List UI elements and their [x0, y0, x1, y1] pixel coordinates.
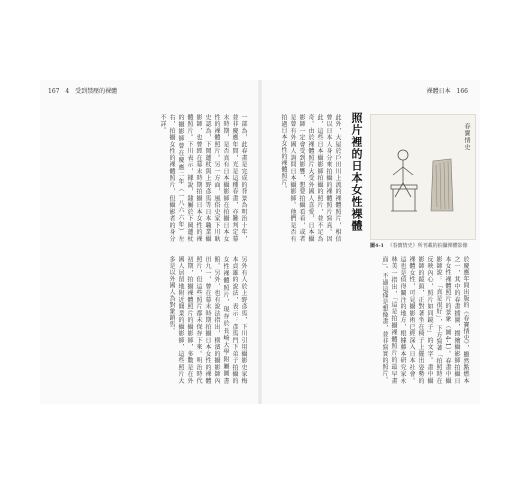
left-upper-body-text: 一部為，此春畫是完成的背景為明治十年，並非慶應年間，光是這種春畫，亦難判定幕末時期，是否真有日本攝影師在拍攝日本女性的裸體照片。另一方面，風俗史家下川耿史認為，下岡蓮杖與上野彥馬等日本職業攝影師，也曾經在幕末時期拍攝日本女性的裸體照片。下川表示，據說，隸屬於下岡蓮杖的攝影師曾在慶應二年（一八六六年）左右，拍攝女性的裸體照片，但攝影者的身分不詳。: [159, 114, 247, 242]
right-page-header: [427, 86, 472, 95]
left-lower-body-text: 另外有人於上野彥馬，下川引用攝影史家梅本貞雄的說法，表示：彥馬門下弟子拍攝的女性裸體照片，現存於長崎大學附屬圖書館。另外，也有說法指出，横濱的攝影師內田九一，曾在幕末時期拍攝日本女性的裸體照片，但這些照片都未保存下來。明治時代初期，拍攝裸體照片的攝影師，多數是在外國人居留地附近開業的攝影師，這些照片大多是以外國人為對象銷售。: [168, 256, 247, 384]
left-page: [40, 80, 260, 404]
left-running-title: 受到禁壓的裸體: [75, 88, 118, 95]
figure-4-1-illustration: [370, 114, 476, 240]
seated-figure-drawing: [385, 145, 425, 215]
right-lower-body-text: 於慶應年間出版的《春寶情史》，顯然點燃本之一，其中的春畫插圖，描繪攝影師拍攝日本女性裸體照片的景象（圖4-1）。春畫中攝影師說：「真是很好」，下方寫著「拍照時在反映內心，照片如同鏡子」的文字。畫中攝影師的鏡頭，正對著坐在椅子上擺出姿勢的裸體女性，可見攝影術已經深入日本社會。這也是值得關注的地方，根據藤本研究家永林美一指出，「這是拍攝裸體照片的最早畫面」。不過這僅是想像畫，並非寫實的照片。: [381, 256, 469, 384]
section-heading: 照片裡的日本女性裸體: [350, 112, 363, 232]
figure-caption-text: 《春寶情史》所刊載的拍攝裸體影像: [387, 243, 468, 249]
right-running-title: 裸體日本: [426, 88, 451, 95]
right-page: [260, 80, 480, 404]
figure-caption-number: 圖4-1: [370, 243, 385, 249]
figure-inscription: 春寶情史: [463, 123, 470, 151]
right-intro-body-text: 此外，大屋於戶田川上流的裸體照片，相信曾以日本人身分來拍攝的裸體照片寫真。因此，這些日本攝影師拍攝的照片，並不足為奇。由於裸體照片大受外國人喜愛，日本攝影師一定會受到影響，想要拍攝看看，或者是曾有外國人詢問日本攝影師。他們是否有拍過日本女性的裸體照片。: [280, 114, 341, 242]
figure-caption: [370, 242, 480, 249]
right-page-number: 166: [456, 88, 468, 95]
draped-robe-drawing: [429, 157, 455, 213]
book-spread: [40, 80, 480, 404]
left-page-number: 167: [48, 88, 60, 95]
left-chapter-number: 4: [65, 88, 70, 95]
left-page-header: [48, 86, 121, 95]
